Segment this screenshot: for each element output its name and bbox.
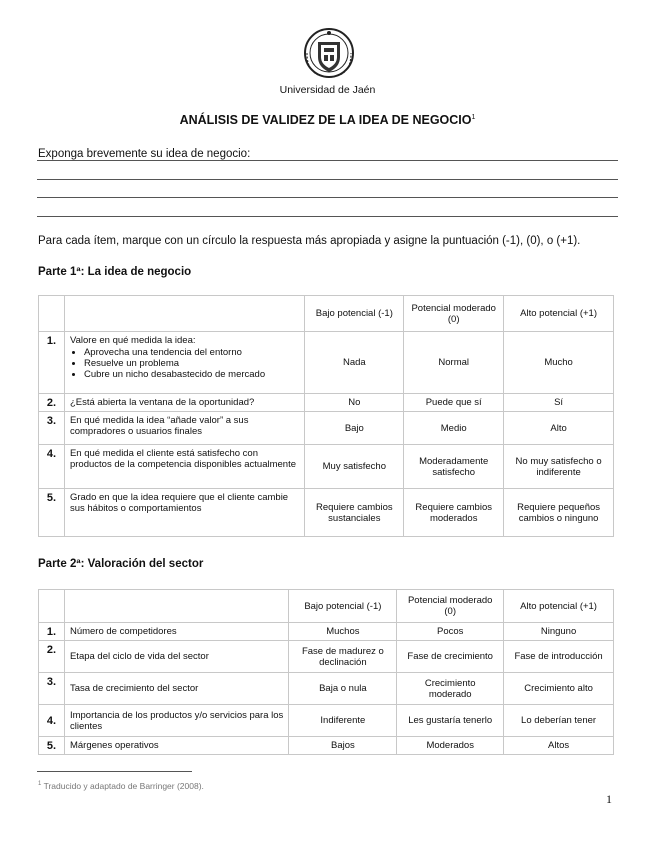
option-high[interactable]: Lo deberían tener: [504, 705, 614, 737]
table-row: 2. Etapa del ciclo de vida del sector Fase de madurez o declinación Fase de crecimiento Fase de introducción: [39, 641, 614, 673]
instructions: Para cada ítem, marque con un círculo la respuesta más apropiada y asigne la puntuación (-1), (0), o (+1).: [38, 235, 581, 247]
option-low[interactable]: Nada: [305, 332, 404, 394]
answer-line[interactable]: [37, 160, 618, 161]
column-header-high: Alto potencial (+1): [504, 296, 614, 332]
table-row: 2. ¿Está abierta la ventana de la oportunidad? No Puede que sí Sí: [39, 394, 614, 412]
row-question: En qué medida el cliente está satisfecho con productos de la competencia disponibles actualmente: [64, 445, 304, 489]
table-row: 4. En qué medida el cliente está satisfecho con productos de la competencia disponibles actualmente Muy satisfecho Moderadamente satisfecho No muy satisfecho o indiferente: [39, 445, 614, 489]
answer-line[interactable]: [37, 197, 618, 198]
table-row: 3. En qué medida la idea “añade valor” a sus compradores o usuarios finales Bajo Medio Alto: [39, 412, 614, 445]
part1-heading: Parte 1ª: La idea de negocio: [38, 266, 192, 278]
option-high[interactable]: Requiere pequeños cambios o ninguno: [504, 489, 614, 537]
row-question: Grado en que la idea requiere que el cliente cambie sus hábitos o comportamientos: [64, 489, 304, 537]
column-header-mid: Potencial moderado (0): [404, 296, 504, 332]
table-row: 1. Valore en qué medida la idea: • Aprovecha una tendencia del entorno • Resuelve un problema • Cubre un nicho desabastecido de mercado Nada Normal Mucho: [39, 332, 614, 394]
row-question: Número de competidores: [64, 623, 288, 641]
part2-heading: Parte 2ª: Valoración del sector: [38, 558, 204, 570]
question-bullets: [70, 347, 299, 380]
bullet-item: • Resuelve un problema: [84, 358, 299, 369]
part1-table: [38, 295, 614, 537]
option-low[interactable]: Bajos: [289, 737, 397, 755]
footnote-text: Traducido y adaptado de Barringer (2008).: [43, 781, 204, 791]
table-row: 3. Tasa de crecimiento del sector Baja o nula Crecimiento moderado Crecimiento alto: [39, 673, 614, 705]
answer-line[interactable]: [37, 179, 618, 180]
page-number: 1: [606, 792, 612, 806]
option-low[interactable]: Muy satisfecho: [305, 445, 404, 489]
footnote: [38, 781, 204, 791]
footnote-mark: 1: [38, 781, 42, 788]
option-mid[interactable]: Puede que sí: [404, 394, 504, 412]
row-question: Etapa del ciclo de vida del sector: [64, 641, 288, 673]
bullet-item: • Cubre un nicho desabastecido de mercado: [84, 369, 299, 380]
answer-line[interactable]: [37, 216, 618, 217]
part2-table: [38, 589, 614, 755]
row-question: En qué medida la idea “añade valor” a sus compradores o usuarios finales: [64, 412, 304, 445]
option-low[interactable]: Requiere cambios sustanciales: [305, 489, 404, 537]
option-low[interactable]: Indiferente: [289, 705, 397, 737]
option-high[interactable]: Sí: [504, 394, 614, 412]
row-question: Importancia de los productos y/o servicios para los clientes: [64, 705, 288, 737]
idea-prompt: Exponga brevemente su idea de negocio:: [38, 148, 251, 160]
row-question: Valore en qué medida la idea:: [69, 335, 196, 346]
table-row: 1. Número de competidores Muchos Pocos Ninguno: [39, 623, 614, 641]
table-row: 5. Márgenes operativos Bajos Moderados Altos: [39, 737, 614, 755]
footnote-divider: [37, 771, 192, 772]
page-title: ANÁLISIS DE VALIDEZ DE LA IDEA DE NEGOCIO$^1$: [179, 113, 476, 127]
column-header-low: Bajo potencial (-1): [289, 590, 397, 623]
table-row: 4. Importancia de los productos y/o servicios para los clientes Indiferente Les gustaría tenerlo Lo deberían tener: [39, 705, 614, 737]
column-header-low: Bajo potencial (-1): [305, 296, 404, 332]
option-mid[interactable]: Requiere cambios moderados: [404, 489, 504, 537]
option-high[interactable]: Mucho: [504, 332, 614, 394]
option-low[interactable]: Bajo: [305, 412, 404, 445]
option-mid[interactable]: Crecimiento moderado: [397, 673, 504, 705]
university-name: Universidad de Jaén: [279, 84, 376, 96]
row-question: Márgenes operativos: [64, 737, 288, 755]
option-high[interactable]: Fase de introducción: [504, 641, 614, 673]
column-header-high: Alto potencial (+1): [504, 590, 614, 623]
option-low[interactable]: Muchos: [289, 623, 397, 641]
option-mid[interactable]: Medio: [404, 412, 504, 445]
title-footnote-mark: 1: [471, 113, 476, 121]
university-seal-logo: [303, 27, 355, 83]
option-mid[interactable]: Moderados: [397, 737, 504, 755]
option-mid[interactable]: Fase de crecimiento: [397, 641, 504, 673]
table-row: 5. Grado en que la idea requiere que el cliente cambie sus hábitos o comportamientos Requiere cambios sustanciales Requiere cambios moderados Requiere pequeños cambios o ninguno: [39, 489, 614, 537]
bullet-item: • Aprovecha una tendencia del entorno: [84, 347, 299, 358]
option-low[interactable]: Fase de madurez o declinación: [289, 641, 397, 673]
row-question: ¿Está abierta la ventana de la oportunidad?: [64, 394, 304, 412]
option-high[interactable]: Ninguno: [504, 623, 614, 641]
option-mid[interactable]: Moderadamente satisfecho: [404, 445, 504, 489]
column-header-mid: Potencial moderado (0): [397, 590, 504, 623]
row-question: Tasa de crecimiento del sector: [64, 673, 288, 705]
option-high[interactable]: Alto: [504, 412, 614, 445]
option-high[interactable]: No muy satisfecho o indiferente: [504, 445, 614, 489]
option-high[interactable]: Crecimiento alto: [504, 673, 614, 705]
option-low[interactable]: Baja o nula: [289, 673, 397, 705]
option-mid[interactable]: Pocos: [397, 623, 504, 641]
option-low[interactable]: No: [305, 394, 404, 412]
option-mid[interactable]: Les gustaría tenerlo: [397, 705, 504, 737]
option-mid[interactable]: Normal: [404, 332, 504, 394]
option-high[interactable]: Altos: [504, 737, 614, 755]
